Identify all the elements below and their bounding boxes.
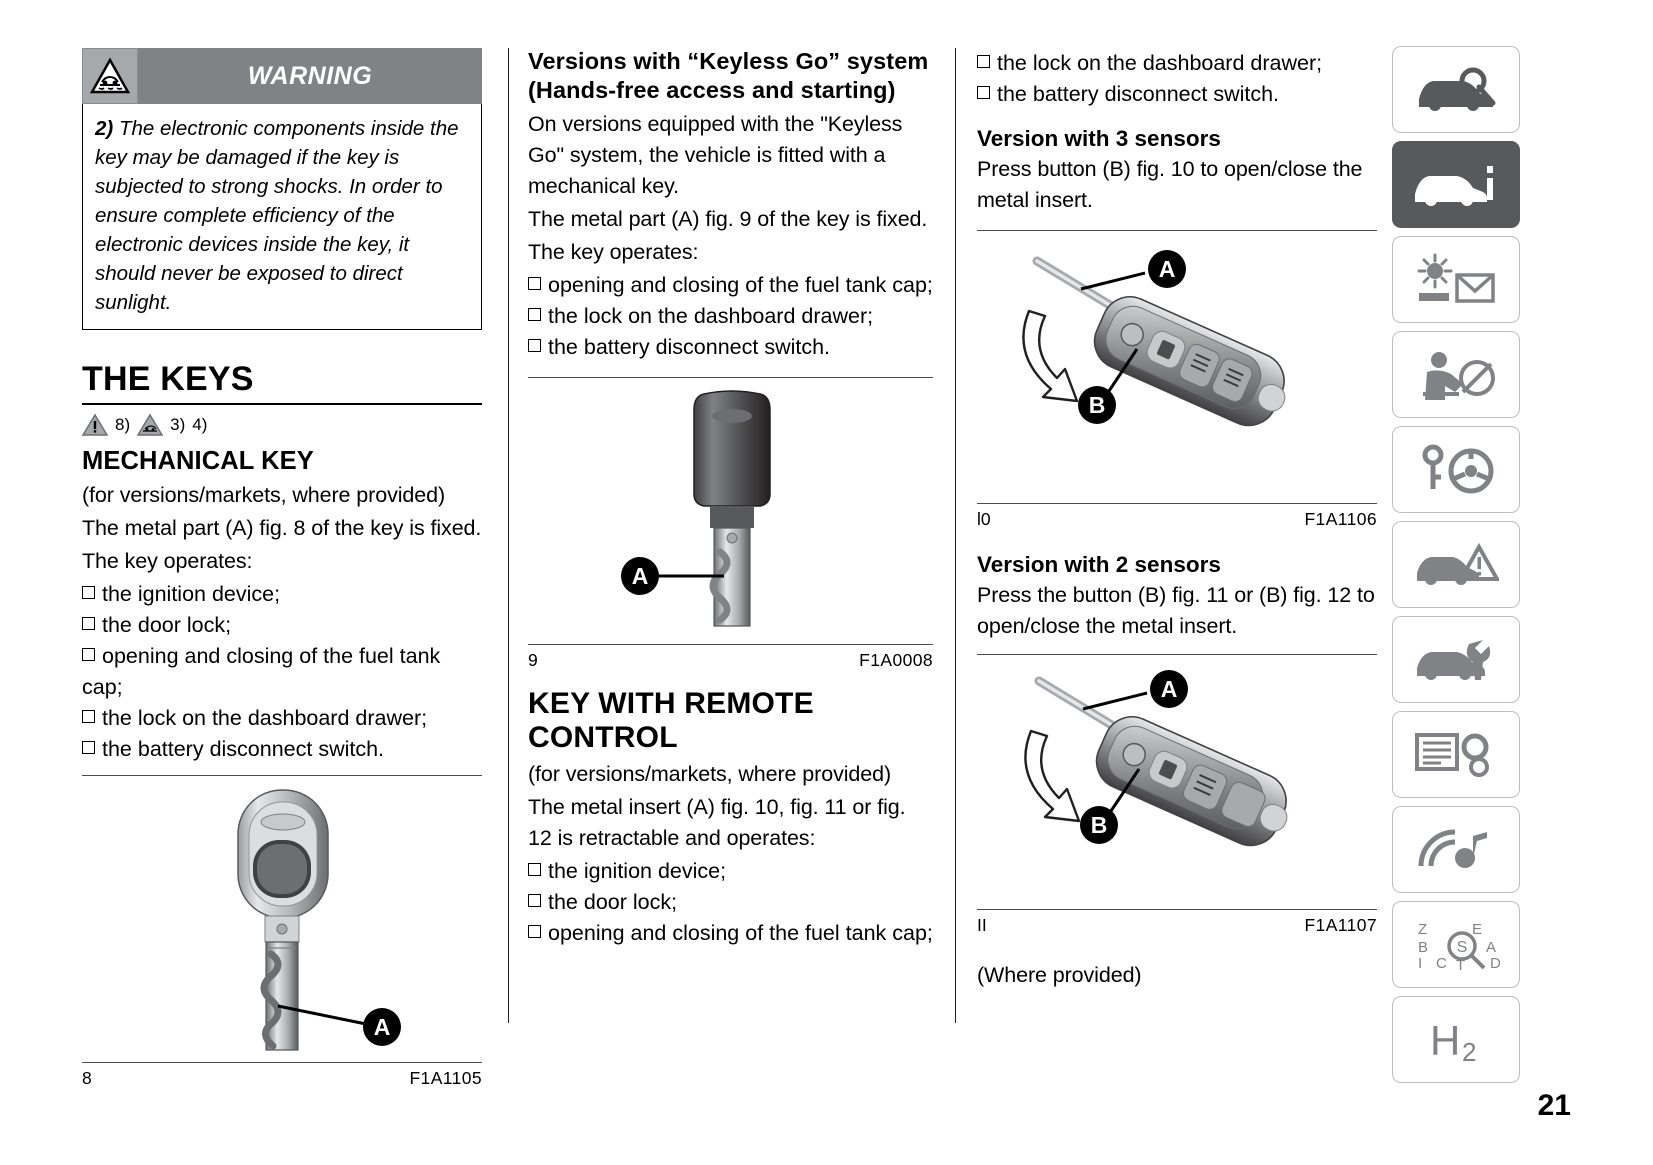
- warning-triangle-icon: [82, 413, 108, 437]
- list-item-label: the ignition device;: [102, 582, 281, 606]
- figure-code: F1A1107: [1304, 915, 1377, 935]
- symbol-ref-1: 3): [170, 415, 186, 434]
- starting-and-driving-icon: [1413, 443, 1499, 497]
- warning-text-box: [82, 104, 482, 330]
- column-middle: [528, 48, 933, 949]
- svg-text:D: D: [1490, 954, 1501, 972]
- bullet-square-icon: [977, 55, 990, 68]
- bullet-square-icon: [82, 617, 95, 630]
- list-item-label: the battery disconnect switch.: [997, 82, 1280, 106]
- list-item: [82, 703, 482, 734]
- symbol-ref-0: 8): [115, 415, 131, 434]
- column-right: [977, 48, 1377, 993]
- list-item-label: the door lock;: [548, 890, 678, 914]
- figure-10: [977, 239, 1377, 530]
- list-item-label: opening and closing of the fuel tank cap;: [548, 921, 933, 945]
- svg-text:C: C: [1436, 954, 1447, 972]
- figure-11-caption: [977, 909, 1377, 936]
- bullet-square-icon: [528, 339, 541, 352]
- svg-text:Z: Z: [1418, 920, 1428, 938]
- bullet-square-icon: [977, 86, 990, 99]
- alphabetical-index-icon: [1410, 918, 1502, 972]
- sidebar-item-safety-airbag[interactable]: [1392, 331, 1520, 418]
- list-item-label: the lock on the dashboard drawer;: [997, 51, 1323, 75]
- paragraph: The metal part (A) fig. 9 of the key is fixed.: [528, 207, 928, 231]
- warning-slippery-icon: [82, 48, 138, 104]
- figure-8-image: [82, 784, 482, 1056]
- title-rule: [82, 403, 482, 405]
- svg-text:A: A: [1158, 256, 1176, 282]
- list-item-label: the lock on the dashboard drawer;: [102, 706, 428, 730]
- svg-text:S: S: [1456, 938, 1468, 956]
- svg-text:H: H: [1430, 1016, 1461, 1064]
- figure-code: F1A0008: [859, 650, 933, 670]
- section-title-mechanical-key: MECHANICAL KEY: [82, 447, 314, 475]
- list-item: [528, 301, 933, 332]
- list-item-label: the lock on the dashboard drawer;: [548, 304, 874, 328]
- list-item: [528, 270, 933, 301]
- figure-code: F1A1105: [409, 1068, 482, 1088]
- svg-text:A: A: [373, 1014, 391, 1040]
- figure-9-top-rule: [528, 377, 933, 378]
- warning-header: [82, 48, 482, 104]
- list-item: [977, 79, 1377, 110]
- section-title-3-sensors: Version with 3 sensors: [977, 126, 1221, 151]
- svg-text:A: A: [1160, 676, 1178, 702]
- paragraph: On versions equipped with the "Keyless Go" system, the vehicle is fitted with a mechanical key.: [528, 112, 903, 198]
- figure-number: l0: [977, 509, 991, 529]
- maintenance-and-care-icon: [1413, 634, 1499, 686]
- warning-title: WARNING: [247, 61, 373, 90]
- sidebar-item-car-key[interactable]: [1392, 46, 1520, 133]
- svg-text:B: B: [1088, 392, 1106, 418]
- sidebar-item-maintenance-and-care[interactable]: [1392, 616, 1520, 703]
- list-item-label: opening and closing of the fuel tank cap;: [548, 273, 933, 297]
- list-item-label: the ignition device;: [548, 859, 727, 883]
- figure-number: 8: [82, 1068, 92, 1088]
- figure-10-image: [977, 239, 1377, 497]
- figure-10-caption: [977, 503, 1377, 530]
- bullet-square-icon: [528, 925, 541, 938]
- paragraph: (for versions/markets, where provided): [82, 483, 446, 507]
- figure-9-image: [528, 386, 933, 638]
- car-key-icon: [1413, 65, 1499, 115]
- section-title-key-remote-line2: CONTROL: [528, 721, 678, 754]
- section-title-keyless-go-line2: (Hands-free access and starting): [528, 77, 896, 103]
- footnote: (Where provided): [977, 963, 1142, 987]
- warning-box: [82, 48, 482, 330]
- warning-slippery-small-icon: [137, 413, 163, 437]
- figure-10-top-rule: [977, 230, 1377, 231]
- paragraph: The key operates:: [528, 240, 699, 264]
- list-item-label: the door lock;: [102, 613, 232, 637]
- paragraph: The metal part (A) fig. 8 of the key is fixed.: [82, 516, 482, 540]
- figure-9-caption: [528, 644, 933, 671]
- figure-11: [977, 663, 1377, 936]
- paragraph: (for versions/markets, where provided): [528, 762, 892, 786]
- svg-text:A: A: [1486, 938, 1497, 956]
- list-item: [528, 856, 933, 887]
- figure-number: 9: [528, 650, 538, 670]
- svg-text:A: A: [631, 563, 649, 589]
- bullet-square-icon: [82, 741, 95, 754]
- section-title-keyless-go-line1: Versions with “Keyless Go” system: [528, 48, 929, 74]
- figure-top-rule: [82, 775, 482, 776]
- column-divider-2: [955, 48, 956, 1023]
- list-item: [82, 579, 482, 610]
- svg-text:2: 2: [1462, 1036, 1477, 1065]
- sidebar-item-technical-specifications[interactable]: [1392, 711, 1520, 798]
- list-item: [82, 641, 482, 703]
- sidebar-item-dashboard-warning-lights[interactable]: [1392, 236, 1520, 323]
- svg-text:B: B: [1090, 812, 1108, 838]
- svg-text:T: T: [1456, 956, 1466, 972]
- figure-11-image: [977, 663, 1377, 903]
- bullet-square-icon: [82, 710, 95, 723]
- list-item: [528, 887, 933, 918]
- symbol-ref-2: 4): [192, 415, 208, 434]
- sidebar-item-emergency[interactable]: [1392, 521, 1520, 608]
- paragraph: The key operates:: [82, 549, 253, 573]
- emergency-warning-triangle-icon: [1413, 539, 1499, 591]
- list-item-label: the battery disconnect switch.: [548, 335, 831, 359]
- list-item: [82, 610, 482, 641]
- symbol-reference-row: [82, 413, 482, 437]
- figure-11-top-rule: [977, 654, 1377, 655]
- multimedia-icon: [1413, 824, 1499, 876]
- svg-text:E: E: [1472, 920, 1483, 938]
- column-divider-1: [508, 48, 509, 1023]
- list-item-label: opening and closing of the fuel tank cap;: [82, 644, 441, 699]
- hydrogen-h2-icon: [1416, 1015, 1496, 1065]
- sidebar-item-multimedia[interactable]: [1392, 806, 1520, 893]
- list-item: [977, 48, 1377, 79]
- list-item: [82, 734, 482, 765]
- paragraph: Press the button (B) fig. 11 or (B) fig. 12 to open/close the metal insert.: [977, 583, 1375, 638]
- sidebar-item-alphabetical-index[interactable]: [1392, 901, 1520, 988]
- safety-airbag-icon: [1413, 348, 1499, 402]
- svg-text:I: I: [1418, 954, 1423, 972]
- bullet-square-icon: [82, 586, 95, 599]
- sidebar-item-starting-and-driving[interactable]: [1392, 426, 1520, 513]
- warning-title-bar: [138, 48, 482, 104]
- section-title-2-sensors: Version with 2 sensors: [977, 552, 1221, 577]
- warning-note-text: The electronic components inside the key may be damaged if the key is subjected to strong shocks. In order to ensure complete efficiency of the electronic devices inside the key, it should never be exposed to direct sunlight.: [95, 117, 459, 314]
- list-item: [528, 918, 933, 949]
- sidebar-item-hydrogen[interactable]: [1392, 996, 1520, 1083]
- warning-note-number: 2): [95, 117, 114, 140]
- list-item-label: the battery disconnect switch.: [102, 737, 385, 761]
- bullet-square-icon: [528, 894, 541, 907]
- figure-code: F1A1106: [1304, 509, 1377, 529]
- bullet-square-icon: [528, 863, 541, 876]
- bullet-square-icon: [528, 308, 541, 321]
- figure-number: II: [977, 915, 987, 935]
- sidebar-item-car-info[interactable]: [1392, 141, 1520, 228]
- column-left: [82, 48, 482, 1089]
- dashboard-warning-lights-icon: [1413, 253, 1499, 307]
- paragraph: Press button (B) fig. 10 to open/close the metal insert.: [977, 157, 1363, 212]
- page-title: THE KEYS: [82, 360, 254, 398]
- technical-specifications-icon: [1413, 729, 1499, 781]
- paragraph: The metal insert (A) fig. 10, fig. 11 or fig. 12 is retractable and operates:: [528, 795, 906, 850]
- svg-text:B: B: [1418, 938, 1429, 956]
- page-number: 21: [1537, 1089, 1571, 1122]
- bullet-square-icon: [528, 277, 541, 290]
- figure-8-caption: [82, 1062, 482, 1089]
- figure-8: [82, 784, 482, 1089]
- list-item: [528, 332, 933, 363]
- section-title-key-remote-line1: KEY WITH REMOTE: [528, 687, 814, 720]
- bullet-square-icon: [82, 648, 95, 661]
- car-info-icon: [1411, 160, 1501, 210]
- chapter-tab-rail: [1392, 46, 1520, 1091]
- figure-9: [528, 386, 933, 671]
